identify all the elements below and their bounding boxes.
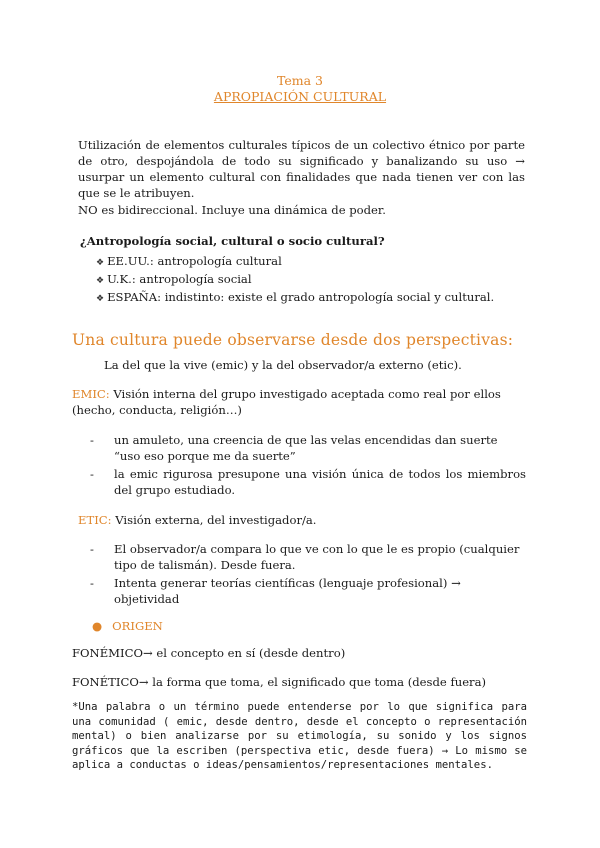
list-item: - El observador/a compara lo que ve con lo que le es propio (cualquier tipo de talismán). Desde fuera. (90, 542, 520, 572)
list-item: ❖ U.K.: antropología social (96, 272, 252, 286)
list-item: ❖ EE.UU.: antropología cultural (96, 254, 282, 268)
diamond-bullet-icon: ❖ (96, 258, 105, 268)
diamond-bullet-icon: ❖ (96, 294, 105, 304)
fonemico-term: FONÉMICO (72, 646, 143, 660)
perspectives-heading: Una cultura puede observarse desde dos perspectivas: (72, 331, 514, 349)
dash-bullet-icon: - (90, 433, 94, 447)
diamond-bullet-icon: ❖ (96, 276, 105, 286)
list-item: - Intenta generar teorías científicas (lenguaje profesional) → objetividad (90, 576, 461, 606)
page-title: APROPIACIÓN CULTURAL (213, 89, 387, 104)
footnote-paragraph: *Una palabra o un término puede entenderse por lo que significa para una comunidad ( emic, desde dentro, desde el concepto o representación mental) o bien analizarse por su etimología, su sonido y los signos gráficos que la escriben (perspectiva etic, desde fuera) → Lo mismo se aplica a conductas o ideas/pensamientos/representaciones mentales. (72, 701, 527, 771)
fonetico-line: FONÉTICO→ la forma que toma, el significado que toma (desde fuera) (72, 675, 487, 689)
emic-label: EMIC: (72, 387, 110, 401)
etic-label: ETIC: (78, 513, 112, 527)
dash-bullet-icon: - (90, 576, 94, 590)
dash-bullet-icon: - (90, 542, 94, 556)
fonemico-line: FONÉMICO→ el concepto en sí (desde dentro) (72, 646, 346, 660)
fonetico-term: FONÉTICO (72, 675, 139, 689)
dash-bullet-icon: - (90, 467, 94, 481)
perspectives-subtitle: La del que la vive (emic) y la del observador/a externo (etic). (104, 358, 462, 372)
list-item: - un amuleto, una creencia de que las velas encendidas dan suerte “uso eso porque me da suerte” (90, 433, 498, 463)
definition-paragraph: Utilización de elementos culturales típicos de un colectivo étnico por parte de otro, despojándola de todo su significado y banalizando su uso → usurpar un elemento cultural con finalidades que nada tienen ver con las que se le atribuyen. (78, 138, 525, 200)
list-item: - la emic rigurosa presupone una visión única de todos los miembros del grupo estudiado. (90, 467, 526, 497)
definition-note: NO es bidireccional. Incluye una dinámica de poder. (78, 203, 386, 217)
emic-list (90, 432, 526, 498)
emic-definition: EMIC: Visión interna del grupo investigado aceptada como real por ellos (hecho, conducta, religión…) (72, 387, 501, 417)
list-item: ❖ ESPAÑA: indistinto: existe el grado antropología social y cultural. (96, 290, 495, 304)
etic-list (90, 541, 526, 607)
origen-heading: ● ORIGEN (92, 619, 163, 633)
round-bullet-icon: ● (92, 619, 103, 633)
anthropology-list (96, 253, 526, 307)
theme-label: Tema 3 (277, 73, 323, 88)
anthropology-question: ¿Antropología social, cultural o socio cultural? (80, 234, 385, 248)
etic-definition: ETIC: Visión externa, del investigador/a. (78, 513, 317, 527)
